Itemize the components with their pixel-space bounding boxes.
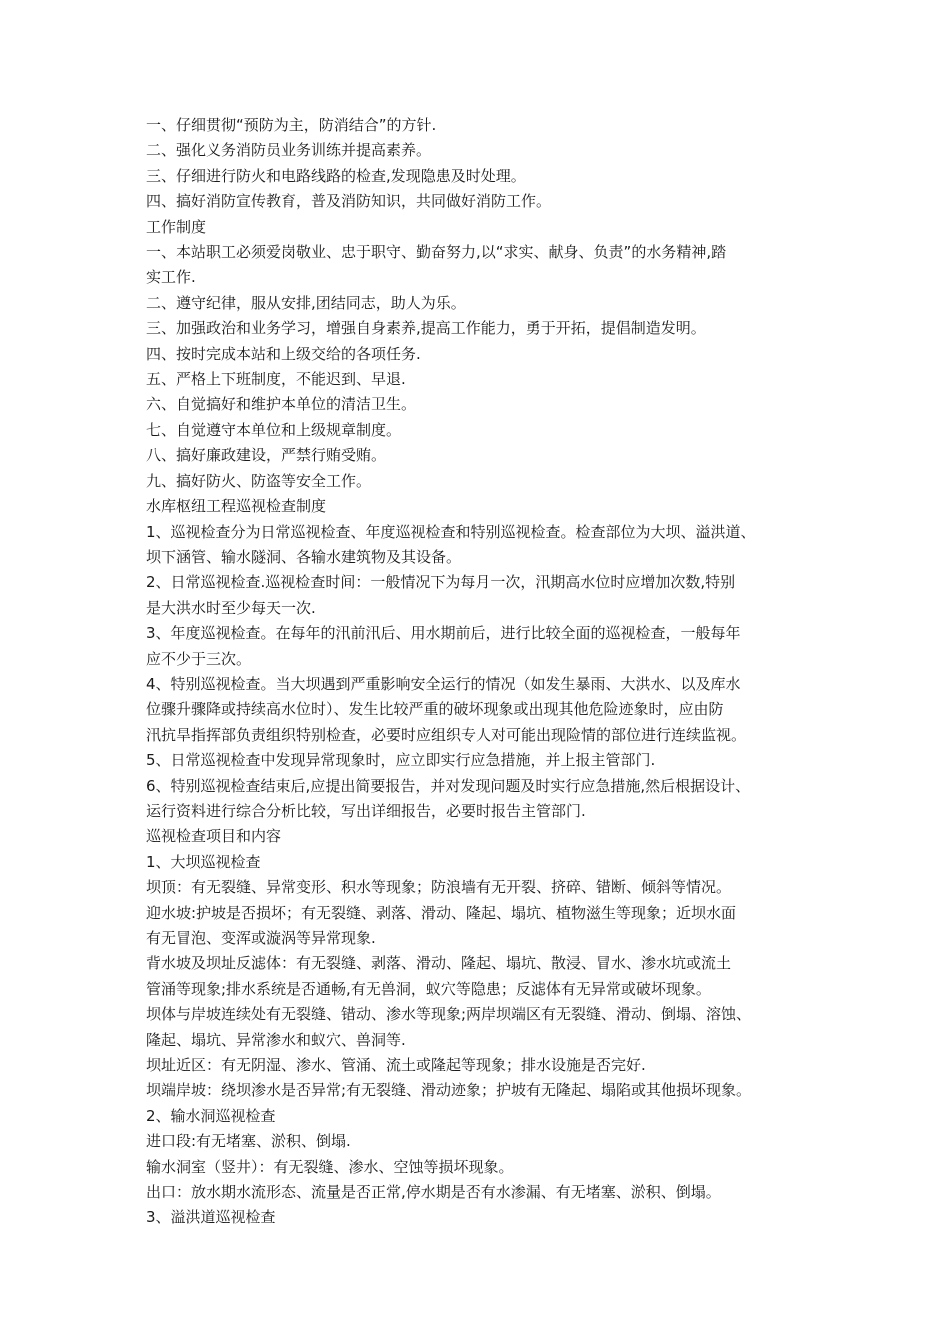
text-line: 2、日常巡视检查.巡视检查时间：一般情况下为每月一次，汛期高水位时应增加次数,特别: [146, 573, 736, 592]
text-line: 三、加强政治和业务学习，增强自身素养,提高工作能力，勇于开拓，提倡制造发明。: [146, 319, 706, 338]
text-line: 是大洪水时至少每天一次.: [146, 598, 316, 617]
text-line: 坝下涵管、输水隧洞、各输水建筑物及其设备。: [146, 547, 462, 566]
text-line: 1、大坝巡视检查: [146, 852, 261, 871]
text-line: 水库枢纽工程巡视检查制度: [146, 497, 327, 516]
text-line: 5、日常巡视检查中发现异常现象时，应立即实行应急措施，并上报主管部门.: [146, 751, 656, 770]
text-line: 九、搞好防火、防盗等安全工作。: [146, 471, 372, 490]
text-line: 进口段:有无堵塞、淤积、倒塌.: [146, 1132, 351, 1151]
text-line: 4、特别巡视检查。当大坝遇到严重影响安全运行的情况（如发生暴雨、大洪水、以及库水: [146, 674, 741, 693]
text-line: 五、严格上下班制度，不能迟到、早退.: [146, 370, 406, 389]
text-line: 坝体与岸坡连续处有无裂缝、错动、渗水等现象;两岸坝端区有无裂缝、滑动、倒塌、溶蚀、: [146, 1005, 752, 1024]
text-line: 巡视检查项目和内容: [146, 827, 282, 846]
text-line: 应不少于三次。: [146, 649, 252, 668]
text-line: 四、按时完成本站和上级交给的各项任务.: [146, 344, 421, 363]
text-line: 坝顶：有无裂缝、异常变形、积水等现象；防浪墙有无开裂、挤碎、错断、倾斜等情况。: [146, 878, 732, 897]
text-line: 七、自觉遵守本单位和上级规章制度。: [146, 420, 402, 439]
text-line: 有无冒泡、变浑或漩涡等异常现象.: [146, 929, 376, 947]
text-line: 位骤升骤降或持续高水位时）、发生比较严重的破坏现象或出现其他危险迹象时，应由防: [146, 700, 724, 719]
text-line: 汛抗旱指挥部负责组织特别检查，必要时应组织专人对可能出现险情的部位进行连续监视。: [146, 725, 747, 744]
text-line: 三、仔细进行防火和电路线路的检查,发现隐患及时处理。: [146, 166, 526, 185]
text-line: 一、本站职工必须爱岗敬业、忠于职守、勤奋努力,以“求实、献身、负责”的水务精神,踏: [146, 243, 727, 262]
text-line: 6、特别巡视检查结束后,应提出简要报告，并对发现问题及时实行应急措施,然后根据设计、: [146, 776, 751, 795]
text-line: 管涌等现象;排水系统是否通畅,有无兽洞，蚁穴等隐患；反滤体有无异常或破坏现象。: [146, 979, 711, 998]
text-line: 一、仔细贯彻“预防为主，防消结合”的方针.: [146, 116, 437, 134]
text-line: 隆起、塌坑、异常渗水和蚁穴、兽洞等.: [146, 1030, 406, 1049]
text-line: 1、巡视检查分为日常巡视检查、年度巡视检查和特别巡视检查。检查部位为大坝、溢洪道、: [146, 522, 756, 541]
text-line: 工作制度: [146, 217, 207, 236]
document-body: [146, 113, 826, 1231]
text-line: 八、搞好廉政建设，严禁行贿受贿。: [146, 446, 387, 465]
text-line: 坝址近区：有无阴湿、渗水、管涌、流土或隆起等现象；排水设施是否完好.: [146, 1056, 646, 1075]
text-line: 实工作.: [146, 268, 196, 287]
text-line: 六、自觉搞好和维护本单位的清洁卫生。: [146, 395, 417, 414]
text-line: 背水坡及坝址反滤体：有无裂缝、剥落、滑动、隆起、塌坑、散浸、冒水、渗水坑或流土: [146, 954, 732, 973]
text-line: 四、搞好消防宣传教育，普及消防知识，共同做好消防工作。: [146, 192, 552, 211]
text-line: 出口：放水期水流形态、流量是否正常,停水期是否有水渗漏、有无堵塞、淤积、倒塌。: [146, 1183, 721, 1202]
text-line: 3、溢洪道巡视检查: [146, 1208, 276, 1227]
text-line: 2、输水洞巡视检查: [146, 1106, 276, 1125]
text-line: 迎水坡:护坡是否损坏；有无裂缝、剥落、滑动、隆起、塌坑、植物滋生等现象；近坝水面: [146, 903, 737, 922]
text-line: 运行资料进行综合分析比较，写出详细报告，必要时报告主管部门.: [146, 801, 586, 820]
text-line: 二、强化义务消防员业务训练并提高素养。: [146, 141, 432, 160]
text-line: 3、年度巡视检查。在每年的汛前汛后、用水期前后，进行比较全面的巡视检查，一般每年: [146, 624, 741, 643]
text-line: 输水洞室（竖井）：有无裂缝、渗水、空蚀等损坏现象。: [146, 1157, 514, 1176]
text-line: 坝端岸坡：绕坝渗水是否异常;有无裂缝、滑动迹象；护坡有无隆起、塌陷或其他损坏现象。: [146, 1081, 752, 1100]
text-line: 二、遵守纪律，服从安排,团结同志，助人为乐。: [146, 293, 466, 312]
